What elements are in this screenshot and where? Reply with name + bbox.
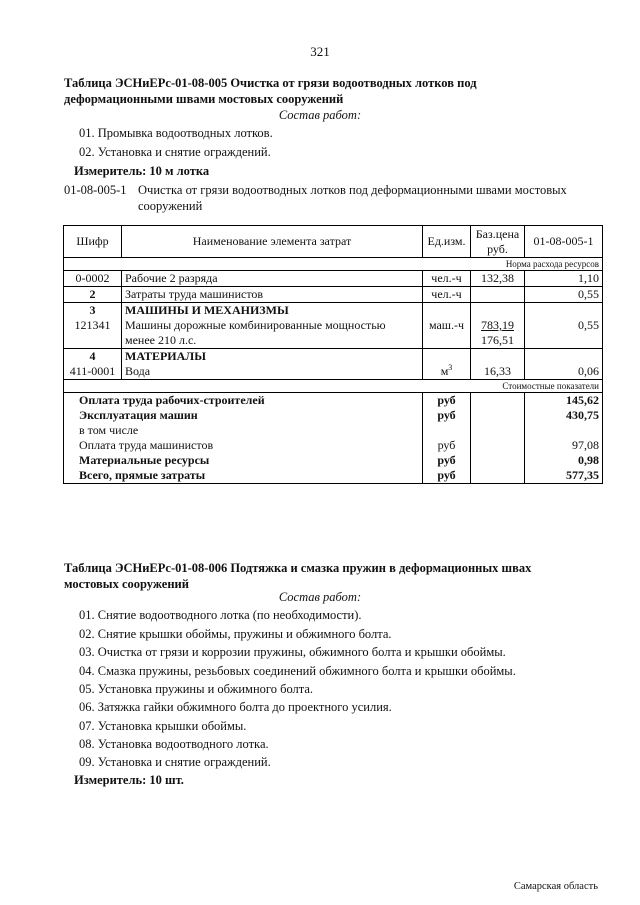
table1-code-desc: Очистка от грязи водоотводных лотков под деформационными швами мостовых сооружений <box>138 183 567 213</box>
cost-name: Оплата труда рабочих-строителей <box>64 393 423 409</box>
cell-unit: чел.-ч <box>423 287 471 303</box>
table2-sostav: Состав работ: <box>278 590 362 604</box>
page-number: 321 <box>310 44 330 59</box>
table1-measure: Измеритель: 10 м лотка <box>74 164 210 178</box>
cost-value: 577,35 <box>525 468 603 484</box>
cost-row <box>64 468 603 484</box>
table-row <box>64 303 603 319</box>
table2-title <box>64 560 584 592</box>
table2-measure: Измеритель: 10 шт. <box>74 773 184 787</box>
cost-row <box>64 408 603 423</box>
cell-name: Рабочие 2 разряда <box>122 271 423 287</box>
cell-value: 0,06 <box>525 364 603 380</box>
cell-value: 0,55 <box>525 287 603 303</box>
table2-work-1: 01. Снятие водоотводного лотка (по необходимости). <box>79 608 362 622</box>
table1-title-line2: деформационными швами мостовых сооружений <box>64 92 344 106</box>
cost-unit: руб <box>423 453 471 468</box>
cell-unit: маш.-ч <box>423 318 471 349</box>
table2-work-2: 02. Снятие крышки обоймы, пружины и обжимного болта. <box>79 627 392 641</box>
cost-value: 0,98 <box>525 453 603 468</box>
norm-label: Норма расхода ресурсов <box>64 258 603 271</box>
cell-name: Вода <box>122 364 423 380</box>
table1-sostav: Состав работ: <box>278 108 362 122</box>
cell-price: 16,33 <box>471 364 525 380</box>
cost-unit: руб <box>423 408 471 423</box>
cost-value: 145,62 <box>525 393 603 409</box>
cost-value: 97,08 <box>525 438 603 453</box>
cell-name: МАШИНЫ И МЕХАНИЗМЫ <box>122 303 423 319</box>
page-footer: Самарская область <box>513 881 598 892</box>
cost-name: Эксплуатация машин <box>64 408 423 423</box>
table2-work-5: 05. Установка пружины и обжимного болта. <box>79 682 314 696</box>
cell-price <box>471 287 525 303</box>
table2-work-4: 04. Смазка пружины, резьбовых соединений обжимного болта и крышки обоймы. <box>79 664 516 678</box>
table2-work-3: 03. Очистка от грязи и коррозии пружины, обжимного болта и крышки обоймы. <box>79 645 506 659</box>
cell-cipher: 4 <box>64 349 122 365</box>
table1-work-1: 01. Промывка водоотводных лотков. <box>79 126 273 140</box>
table2-work-6: 06. Затяжка гайки обжимного болта до проектного усилия. <box>79 700 392 714</box>
table1-title <box>64 75 584 107</box>
header-cipher: Шифр <box>64 226 122 258</box>
cell-cipher: 2 <box>64 287 122 303</box>
cell-cipher: 3 <box>64 303 122 319</box>
cell-price: 783,19 176,51 <box>471 318 525 349</box>
header-unit: Ед.изм. <box>423 226 471 258</box>
cell-name: Машины дорожные комбинированные мощностью менее 210 л.с. <box>122 318 423 349</box>
cell-cipher: 121341 <box>64 318 122 349</box>
table-row <box>64 287 603 303</box>
cell-value: 1,10 <box>525 271 603 287</box>
cost-row <box>64 453 603 468</box>
table1-title-line1: Таблица ЭСНиЕРс-01-08-005 Очистка от грязи водоотводных лотков под <box>64 76 477 90</box>
cost-unit: руб <box>423 438 471 453</box>
cost-row <box>64 438 603 453</box>
cell-name: Затраты труда машинистов <box>122 287 423 303</box>
cell-name: МАТЕРИАЛЫ <box>122 349 423 365</box>
header-base-price: Баз.цена руб. <box>471 226 525 258</box>
table1-code: 01-08-005-1 <box>64 183 127 197</box>
cell-unit: чел.-ч <box>423 271 471 287</box>
table-row <box>64 364 603 380</box>
table-header-row <box>64 226 603 258</box>
table2-work-9: 09. Установка и снятие ограждений. <box>79 755 271 769</box>
cell-cipher: 411-0001 <box>64 364 122 380</box>
table-row <box>64 271 603 287</box>
cost-label: Стоимостные показатели <box>64 380 603 393</box>
cell-value: 0,55 <box>525 318 603 349</box>
cell-unit: $м^3$ <box>423 364 471 380</box>
cost-value: 430,75 <box>525 408 603 423</box>
cost-name: Всего, прямые затраты <box>64 468 423 484</box>
header-code: 01-08-005-1 <box>525 226 603 258</box>
norm-label-row <box>64 258 603 271</box>
cost-unit: руб <box>423 393 471 409</box>
cost-name: в том числе <box>64 423 423 438</box>
cost-name: Материальные ресурсы <box>64 453 423 468</box>
cell-price: 132,38 <box>471 271 525 287</box>
resource-table <box>63 225 603 484</box>
table2-title-line1: Таблица ЭСНиЕРс-01-08-006 Подтяжка и смазка пружин в деформационных швах <box>64 561 532 575</box>
table1-work-2: 02. Установка и снятие ограждений. <box>79 145 271 159</box>
header-name: Наименование элемента затрат <box>122 226 423 258</box>
cost-unit: руб <box>423 468 471 484</box>
cell-cipher: 0-0002 <box>64 271 122 287</box>
table2-work-8: 08. Установка водоотводного лотка. <box>79 737 269 751</box>
table2-title-line2: мостовых сооружений <box>64 577 189 591</box>
cost-label-row <box>64 380 603 393</box>
table1-code-line <box>64 182 604 214</box>
cost-row <box>64 393 603 409</box>
cost-row <box>64 423 603 438</box>
cost-name: Оплата труда машинистов <box>64 438 423 453</box>
table2-work-7: 07. Установка крышки обоймы. <box>79 719 247 733</box>
table-row <box>64 318 603 349</box>
table-row <box>64 349 603 365</box>
